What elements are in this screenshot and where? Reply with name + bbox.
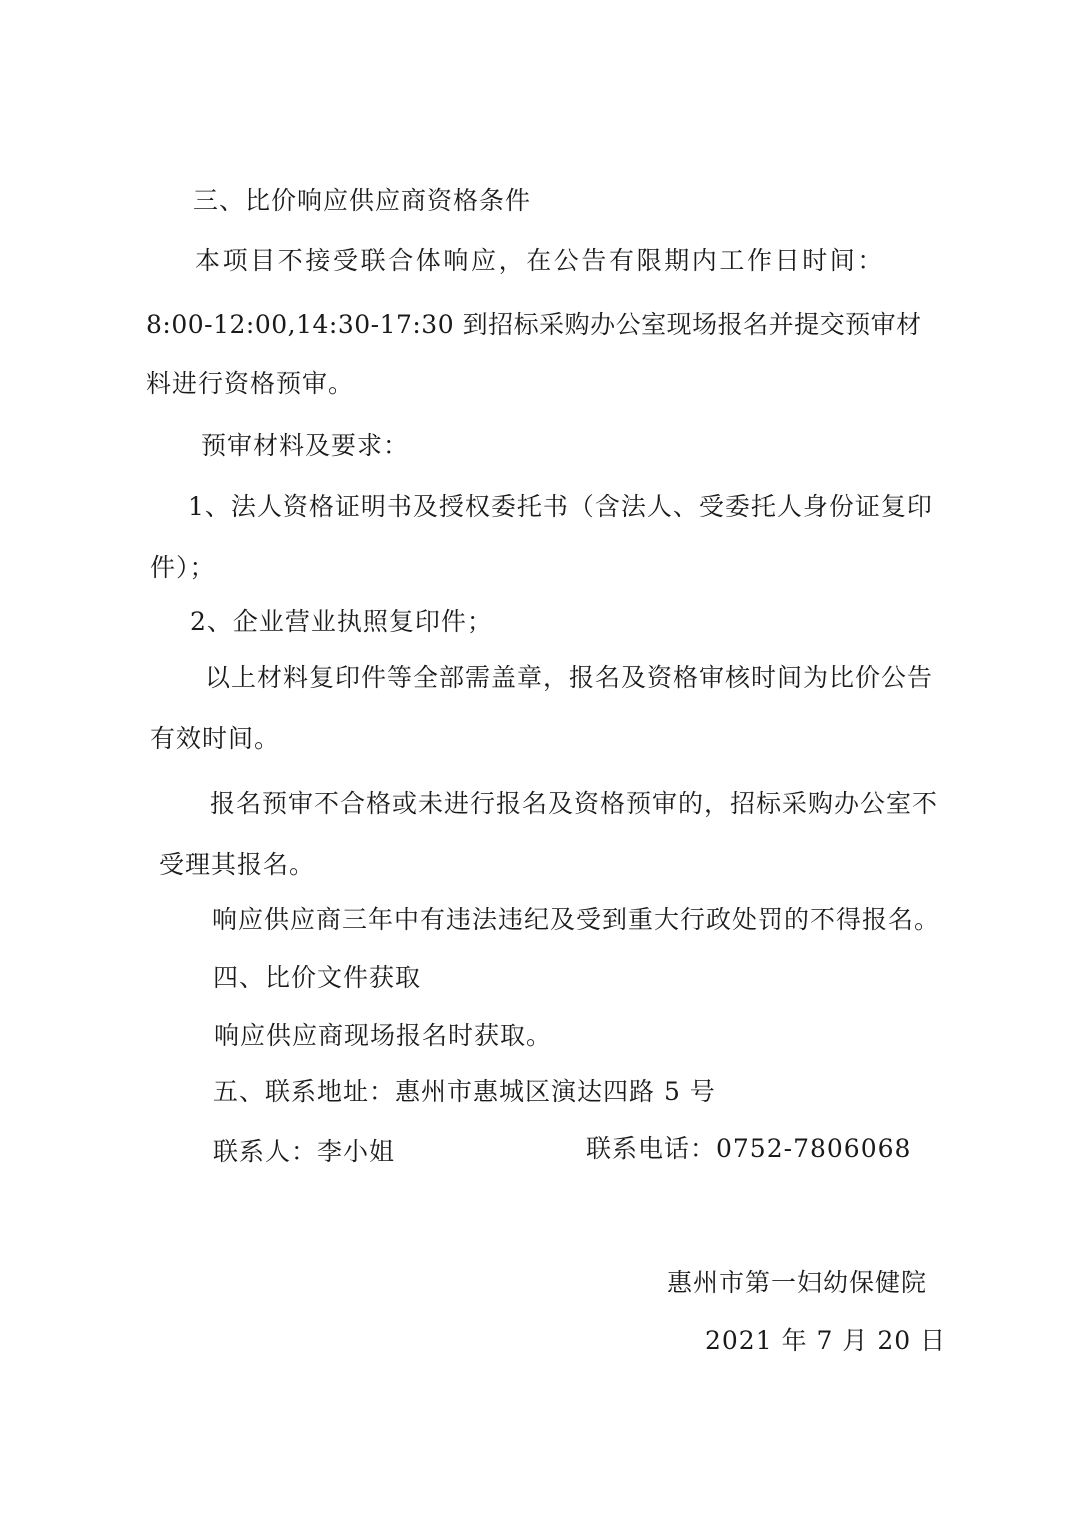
material-item-1-line1: 1、法人资格证明书及授权委托书（含法人、受委托人身份证复印 xyxy=(188,492,933,521)
note1-line2: 有效时间。 xyxy=(150,724,281,753)
section4-heading: 四、比价文件获取 xyxy=(213,963,422,992)
section3-para1-line1: 本项目不接受联合体响应，在公告有限期内工作日时间： xyxy=(195,246,886,275)
material-item-1-line2: 件）； xyxy=(150,553,216,582)
section3-heading: 三、比价响应供应商资格条件 xyxy=(193,186,532,215)
signature-date: 2021 年 7 月 20 日 xyxy=(705,1326,947,1355)
contact-phone: 联系电话：0752-7806068 xyxy=(586,1134,912,1163)
section4-text: 响应供应商现场报名时获取。 xyxy=(214,1021,553,1050)
note3: 响应供应商三年中有违法违纪及受到重大行政处罚的不得报名。 xyxy=(212,905,941,934)
signature-organization: 惠州市第一妇幼保健院 xyxy=(667,1268,928,1297)
note1-line1: 以上材料复印件等全部需盖章，报名及资格审核时间为比价公告 xyxy=(205,663,934,692)
materials-heading: 预审材料及要求： xyxy=(201,431,410,460)
section3-para1-line3: 料进行资格预审。 xyxy=(146,369,355,398)
note2-line2: 受理其报名。 xyxy=(159,850,316,879)
material-item-2: 2、企业营业执照复印件； xyxy=(190,607,493,636)
note2-line1: 报名预审不合格或未进行报名及资格预审的，招标采购办公室不 xyxy=(210,789,939,818)
contact-address: 五、联系地址：惠州市惠城区演达四路 5 号 xyxy=(213,1077,716,1106)
contact-person: 联系人：李小姐 xyxy=(213,1137,396,1166)
section3-para1-line2: 8:00-12:00,14:30-17:30 到招标采购办公室现场报名并提交预审材 xyxy=(146,310,922,339)
